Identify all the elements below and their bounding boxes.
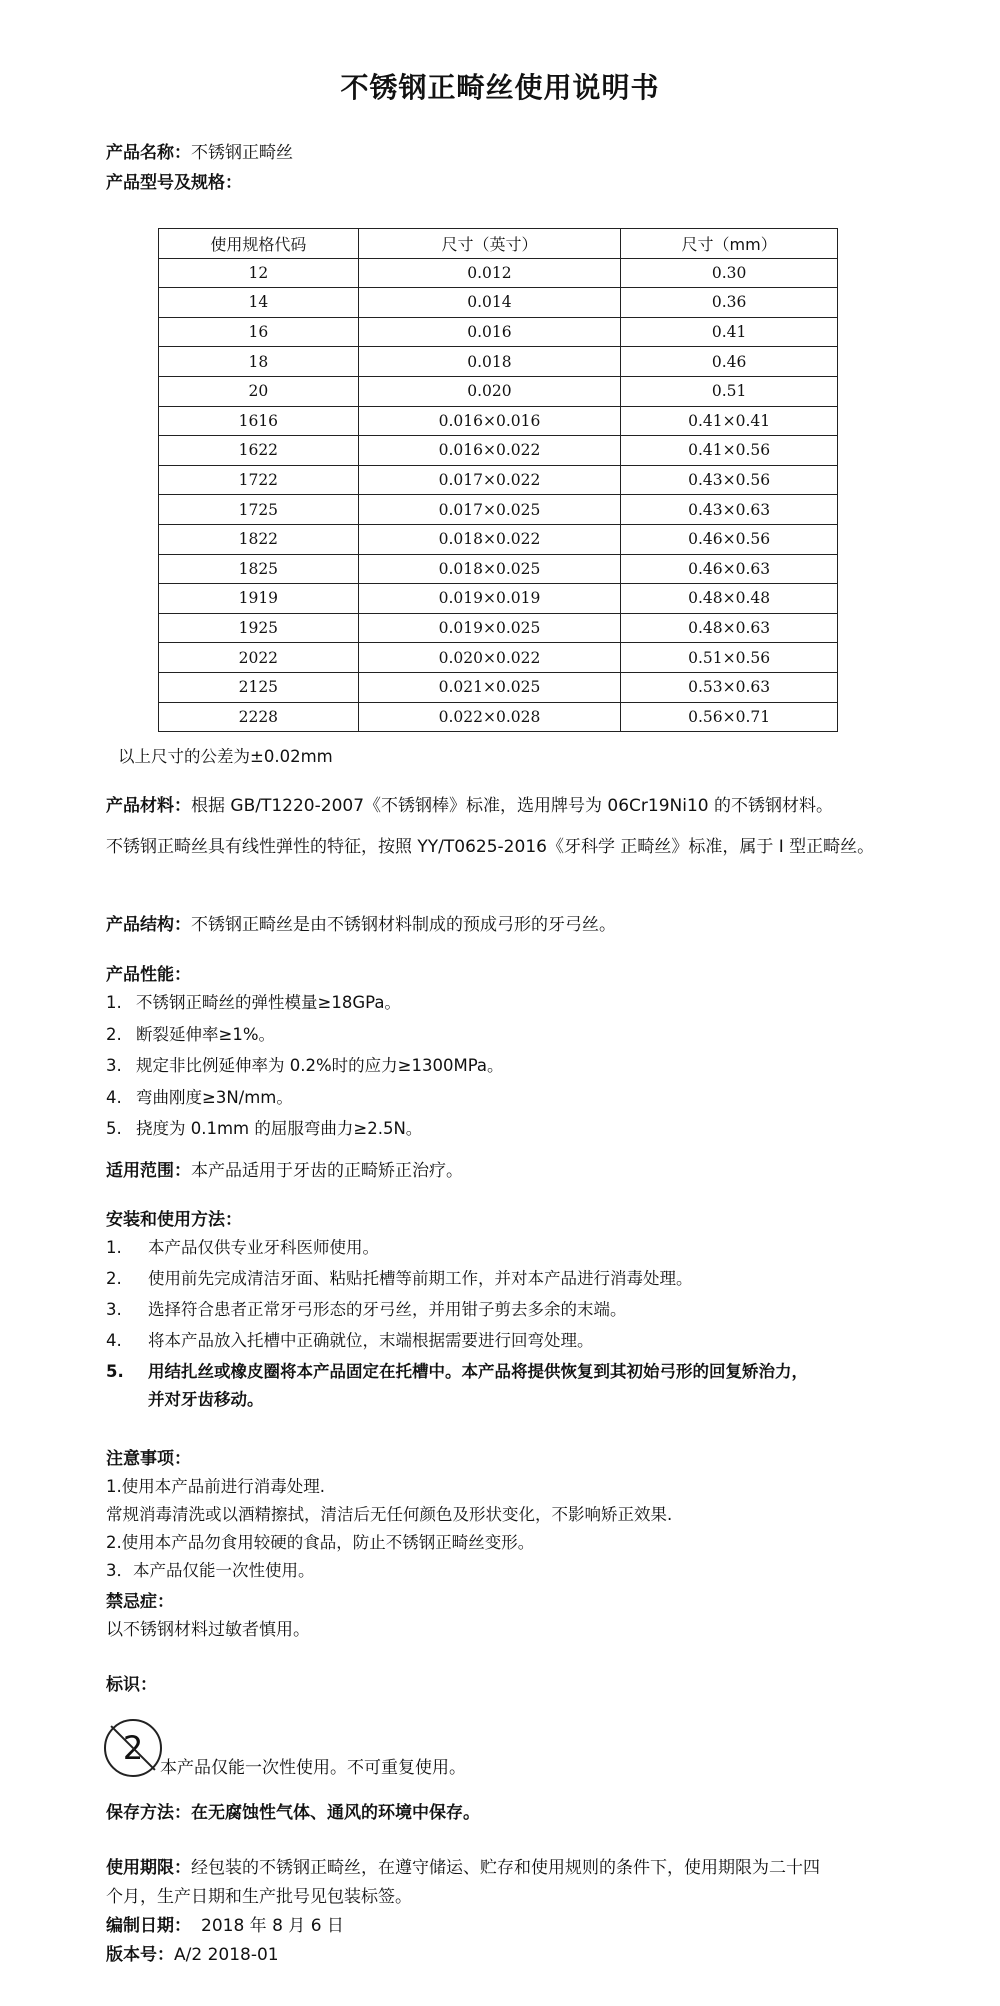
spec-mm-cell: 0.30 <box>621 258 838 288</box>
spec-code-cell: 2228 <box>159 702 359 732</box>
storage-label: 保存方法： <box>106 1803 191 1823</box>
document-title: 不锈钢正畸丝使用说明书 <box>340 71 660 104</box>
spec-code-cell: 18 <box>159 347 359 377</box>
storage-text: 在无腐蚀性气体、通风的环境中保存。 <box>191 1803 480 1823</box>
performance-item-number: 5. <box>106 1119 122 1138</box>
table-row <box>159 495 838 525</box>
contraindication-text: 以不锈钢材料过敏者慎用。 <box>106 1620 310 1640</box>
compile-date-line <box>106 1913 344 1939</box>
performance-item-text: 弯曲刚度≥3N/mm。 <box>136 1087 293 1107</box>
spec-header-inch: 尺寸（英寸） <box>358 229 621 259</box>
spec-inch-cell: 0.018×0.025 <box>358 554 621 584</box>
spec-mm-cell: 0.48×0.63 <box>621 613 838 643</box>
spec-code-cell: 14 <box>159 288 359 318</box>
table-row <box>159 288 838 318</box>
spec-inch-cell: 0.016×0.016 <box>358 406 621 436</box>
spec-inch-cell: 0.018 <box>358 347 621 377</box>
model-label: 产品型号及规格： <box>106 173 242 193</box>
spec-mm-cell: 0.41 <box>621 317 838 347</box>
performance-item <box>106 1054 504 1078</box>
notes-label: 注意事项： <box>106 1449 191 1469</box>
version-label: 版本号： <box>106 1945 174 1965</box>
spec-inch-cell: 0.022×0.028 <box>358 702 621 732</box>
shelf-life-label: 使用期限： <box>106 1858 191 1878</box>
usage-item-text: 并对牙齿移动。 <box>148 1390 264 1409</box>
spec-inch-cell: 0.016 <box>358 317 621 347</box>
usage-item-text: 使用前先完成清洁牙面、粘贴托槽等前期工作，并对本产品进行消毒处理。 <box>148 1269 693 1288</box>
performance-item-text: 不锈钢正畸丝的弹性模量≥18GPa。 <box>136 993 401 1012</box>
usage-item-text: 选择符合患者正常牙弓形态的牙弓丝，并用钳子剪去多余的末端。 <box>148 1300 627 1319</box>
structure-line <box>106 912 616 938</box>
spec-inch-cell: 0.018×0.022 <box>358 524 621 554</box>
storage-line <box>106 1800 480 1826</box>
contraindication-label: 禁忌症： <box>106 1592 174 1612</box>
material-line <box>106 793 833 819</box>
compile-date-value: 2018 年 8 月 6 日 <box>201 1916 344 1936</box>
spec-mm-cell: 0.53×0.63 <box>621 672 838 702</box>
spec-mm-cell: 0.56×0.71 <box>621 702 838 732</box>
scope-label: 适用范围： <box>106 1161 191 1181</box>
product-name-label: 产品名称： <box>106 143 191 163</box>
notes-line-4: 3．本产品仅能一次性使用。 <box>106 1561 315 1580</box>
spec-header-code: 使用规格代码 <box>159 229 359 259</box>
usage-item <box>106 1267 693 1291</box>
table-row <box>159 702 838 732</box>
material-text: 根据 GB/T1220-2007《不锈钢棒》标准，选用牌号为 06Cr19Ni10 的不锈钢材料。 <box>191 796 834 816</box>
spec-mm-cell: 0.51 <box>621 376 838 406</box>
marking-label: 标识： <box>106 1675 157 1695</box>
shelf-life-text-2: 个月，生产日期和生产批号见包装标签。 <box>106 1887 412 1907</box>
material-label: 产品材料： <box>106 796 191 816</box>
performance-item-text: 断裂延伸率≥1%。 <box>136 1024 276 1044</box>
usage-item <box>106 1360 808 1384</box>
performance-item <box>106 1023 275 1047</box>
do-not-reuse-icon <box>104 1719 162 1777</box>
spec-inch-cell: 0.020 <box>358 376 621 406</box>
usage-item-number: 3. <box>106 1300 122 1319</box>
table-row <box>159 406 838 436</box>
spec-code-cell: 2125 <box>159 672 359 702</box>
performance-item-text: 规定非比例延伸率为 0.2%时的应力≥1300MPa。 <box>136 1056 504 1075</box>
product-name-line <box>106 140 293 166</box>
usage-item-text: 用结扎丝或橡皮圈将本产品固定在托槽中。本产品将提供恢复到其初始弓形的回复矫治力， <box>148 1362 808 1381</box>
performance-item-number: 2. <box>106 1024 122 1044</box>
spec-table-header-row <box>159 229 838 259</box>
spec-header-mm: 尺寸（mm） <box>621 229 838 259</box>
structure-text: 不锈钢正畸丝是由不锈钢材料制成的预成弓形的牙弓丝。 <box>191 915 616 935</box>
spec-mm-cell: 0.46×0.63 <box>621 554 838 584</box>
usage-item-number: 4. <box>106 1331 122 1350</box>
usage-item-number: 1. <box>106 1238 122 1257</box>
usage-item-number: 2. <box>106 1269 122 1288</box>
spec-mm-cell: 0.36 <box>621 288 838 318</box>
spec-inch-cell: 0.016×0.022 <box>358 436 621 466</box>
table-row <box>159 376 838 406</box>
spec-inch-cell: 0.017×0.025 <box>358 495 621 525</box>
spec-code-cell: 1919 <box>159 584 359 614</box>
spec-table <box>158 228 838 732</box>
spec-code-cell: 1725 <box>159 495 359 525</box>
spec-inch-cell: 0.021×0.025 <box>358 672 621 702</box>
table-row <box>159 584 838 614</box>
spec-inch-cell: 0.019×0.025 <box>358 613 621 643</box>
notes-line-3: 2.使用本产品勿食用较硬的食品，防止不锈钢正畸丝变形。 <box>106 1533 535 1552</box>
spec-code-cell: 20 <box>159 376 359 406</box>
table-row <box>159 524 838 554</box>
performance-item-number: 3. <box>106 1056 122 1075</box>
table-row <box>159 672 838 702</box>
compile-date-label: 编制日期： <box>106 1916 191 1936</box>
spec-inch-cell: 0.019×0.019 <box>358 584 621 614</box>
spec-mm-cell: 0.46 <box>621 347 838 377</box>
table-row <box>159 554 838 584</box>
table-row <box>159 347 838 377</box>
performance-item <box>106 1117 422 1141</box>
usage-item <box>106 1388 264 1412</box>
spec-code-cell: 2022 <box>159 643 359 673</box>
spec-inch-cell: 0.012 <box>358 258 621 288</box>
usage-item <box>106 1298 627 1322</box>
spec-inch-cell: 0.017×0.022 <box>358 465 621 495</box>
usage-item <box>106 1329 594 1353</box>
spec-mm-cell: 0.46×0.56 <box>621 524 838 554</box>
spec-mm-cell: 0.41×0.41 <box>621 406 838 436</box>
notes-line-1: 1.使用本产品前进行消毒处理. <box>106 1477 325 1496</box>
performance-item <box>106 1086 293 1110</box>
spec-mm-cell: 0.43×0.56 <box>621 465 838 495</box>
performance-item-number: 1. <box>106 993 122 1012</box>
feature-paragraph: 不锈钢正畸丝具有线性弹性的特征，按照 YY/T0625-2016《牙科学 正畸丝》标准，属于 I 型正畸丝。 <box>106 837 875 857</box>
performance-item-text: 挠度为 0.1mm 的屈服弯曲力≥2.5N。 <box>136 1119 423 1138</box>
structure-label: 产品结构： <box>106 915 191 935</box>
performance-item-number: 4. <box>106 1087 122 1107</box>
spec-code-cell: 1925 <box>159 613 359 643</box>
version-line <box>106 1942 279 1968</box>
usage-item-text: 将本产品放入托槽中正确就位，末端根据需要进行回弯处理。 <box>148 1331 594 1350</box>
table-row <box>159 317 838 347</box>
spec-code-cell: 12 <box>159 258 359 288</box>
spec-inch-cell: 0.020×0.022 <box>358 643 621 673</box>
product-name-value: 不锈钢正畸丝 <box>191 143 293 163</box>
do-not-reuse-symbol: 2 <box>122 1729 144 1767</box>
scope-text: 本产品适用于牙齿的正畸矫正治疗。 <box>191 1161 463 1181</box>
spec-mm-cell: 0.43×0.63 <box>621 495 838 525</box>
spec-code-cell: 1722 <box>159 465 359 495</box>
spec-mm-cell: 0.51×0.56 <box>621 643 838 673</box>
spec-code-cell: 1822 <box>159 524 359 554</box>
shelf-life-text-1: 经包装的不锈钢正畸丝，在遵守储运、贮存和使用规则的条件下，使用期限为二十四 <box>191 1858 820 1878</box>
scope-line <box>106 1158 463 1184</box>
performance-item <box>106 991 401 1015</box>
spec-inch-cell: 0.014 <box>358 288 621 318</box>
spec-mm-cell: 0.48×0.48 <box>621 584 838 614</box>
tolerance-note: 以上尺寸的公差为±0.02mm <box>118 747 333 766</box>
table-row <box>159 258 838 288</box>
spec-code-cell: 1622 <box>159 436 359 466</box>
table-row <box>159 643 838 673</box>
performance-label: 产品性能： <box>106 965 191 985</box>
table-row <box>159 436 838 466</box>
spec-mm-cell: 0.41×0.56 <box>621 436 838 466</box>
marking-text: 本产品仅能一次性使用。不可重复使用。 <box>160 1758 466 1778</box>
notes-line-2: 常规消毒清洗或以酒精擦拭，清洁后无任何颜色及形状变化，不影响矫正效果. <box>106 1505 673 1524</box>
shelf-life-line-1 <box>106 1855 820 1881</box>
spec-code-cell: 1616 <box>159 406 359 436</box>
spec-code-cell: 16 <box>159 317 359 347</box>
usage-label: 安装和使用方法： <box>106 1210 242 1230</box>
table-row <box>159 465 838 495</box>
version-value: A/2 2018-01 <box>174 1945 279 1965</box>
usage-item-number: 5. <box>106 1362 124 1381</box>
table-row <box>159 613 838 643</box>
usage-item <box>106 1236 379 1260</box>
spec-code-cell: 1825 <box>159 554 359 584</box>
usage-item-text: 本产品仅供专业牙科医师使用。 <box>148 1238 379 1257</box>
